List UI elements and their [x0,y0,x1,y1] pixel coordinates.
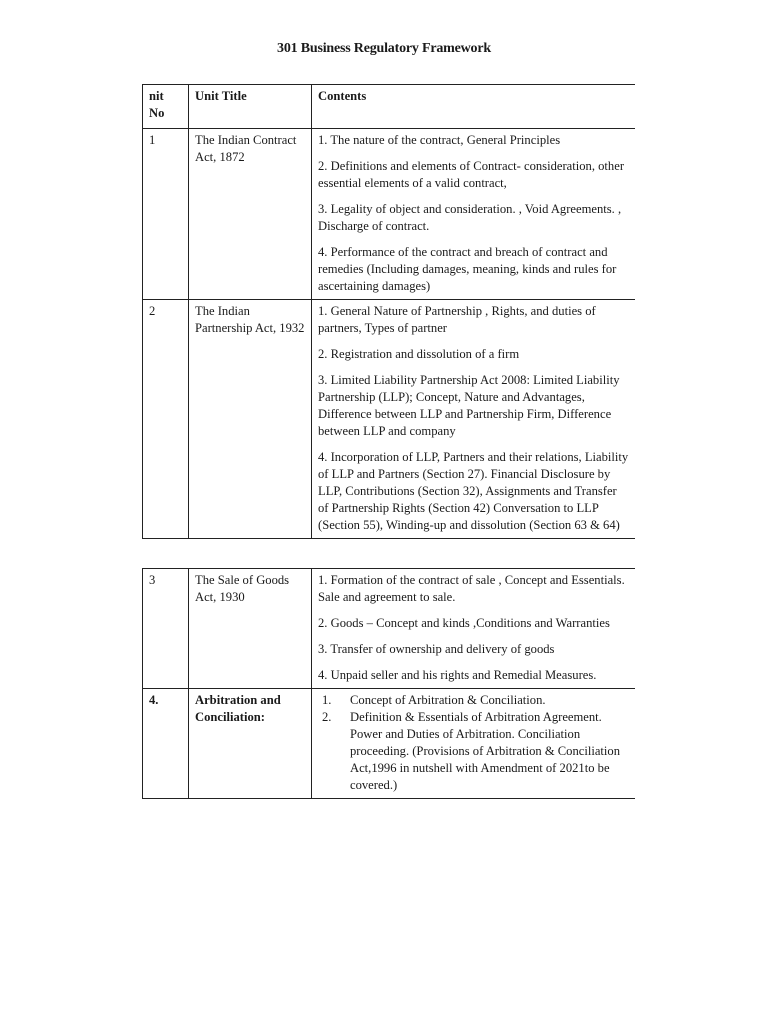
content-item: 3. Legality of object and consideration. , Void Agreements. , Discharge of contract. [318,202,622,233]
syllabus-table-part-2 [142,568,635,799]
list-number: 2. [322,710,332,724]
unit-title: The Indian Partnership Act, 1932 [189,300,312,539]
table-row [143,300,635,539]
list-text: Definition & Essentials of Arbitration Agreement. Power and Duties of Arbitration. Conciliation proceeding. (Provisions of Arbitration & Conciliation Act,1996 in nutshell with Amendment of 2021to be covered.) [350,710,621,792]
table-row [143,129,635,300]
header-contents: Contents [312,85,635,129]
unit-number: 1 [143,129,189,300]
unit-contents [312,129,635,300]
unit-number: 2 [143,300,189,539]
header-unit-title: Unit Title [189,85,312,129]
numbered-list [318,692,629,794]
content-item: 4. Incorporation of LLP, Partners and their relations, Liability of LLP and Partners (Section 27). Financial Disclosure by LLP, Contributions (Section 32), Assignments and Transfer of Partnership Rights (Section 42) Conversation to LLP (Section 55), Winding-up and dissolution (Section 63 & 64) [318,450,629,532]
table-header-row [143,85,635,129]
unit-contents [312,689,635,799]
unit-number: 3 [143,569,189,689]
list-text: Concept of Arbitration & Conciliation. [350,693,546,707]
content-item: 3. Transfer of ownership and delivery of goods [318,642,555,656]
content-item: 1. Formation of the contract of sale , Concept and Essentials. Sale and agreement to sale. [318,573,625,604]
list-item [318,709,629,794]
unit-number: 4. [143,689,189,799]
unit-title: The Sale of Goods Act, 1930 [189,569,312,689]
page-title: 301 Business Regulatory Framework [277,41,491,56]
unit-title: The Indian Contract Act, 1872 [189,129,312,300]
list-number: 1. [322,693,332,707]
content-item: 4. Unpaid seller and his rights and Remedial Measures. [318,668,597,682]
unit-contents [312,300,635,539]
content-item: 3. Limited Liability Partnership Act 2008: Limited Liability Partnership (LLP); Concept, Nature and Advantages, Difference between LLP and Partnership Firm, Difference between LLP and company [318,373,620,438]
content-item: 2. Goods – Concept and kinds ,Conditions and Warranties [318,616,610,630]
header-unit-no: nit No [143,85,189,129]
unit-contents [312,569,635,689]
table-row [143,689,635,799]
syllabus-table-part-1 [142,84,635,539]
unit-title: Arbitration and Conciliation: [189,689,312,799]
content-item: 4. Performance of the contract and breach of contract and remedies (Including damages, meaning, kinds and rules for ascertaining damages) [318,245,617,293]
content-item: 1. The nature of the contract, General Principles [318,133,561,147]
list-item [318,692,629,709]
content-item: 2. Definitions and elements of Contract- consideration, other essential elements of a valid contract, [318,159,625,190]
table-row [143,569,635,689]
content-item: 1. General Nature of Partnership , Rights, and duties of partners, Types of partner [318,304,596,335]
content-item: 2. Registration and dissolution of a firm [318,347,520,361]
